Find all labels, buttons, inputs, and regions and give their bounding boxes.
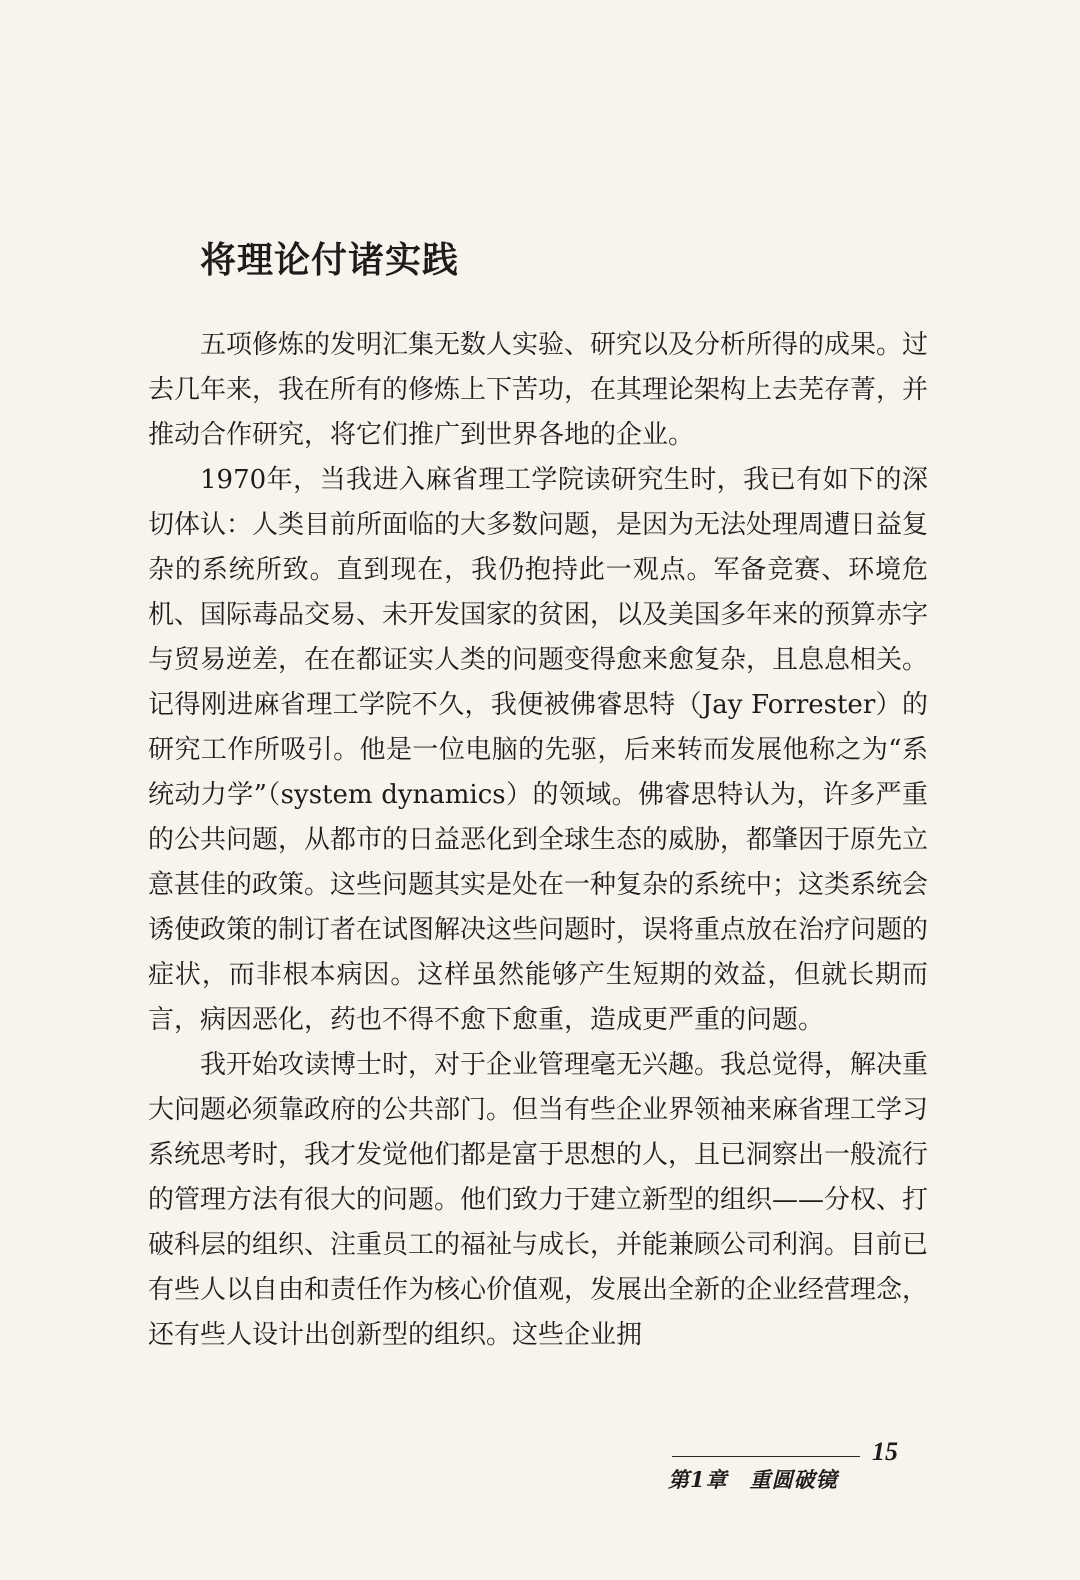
paragraph: 1970年，当我进入麻省理工学院读研究生时，我已有如下的深切体认：人类目前所面临的大多数问题，是因为无法处理周遭日益复杂的系统所致。直到现在，我仍抱持此一观点。军备竞赛、环境危机、国际毒品交易、未开发国家的贫困，以及美国多年来的预算赤字与贸易逆差，在在都证实人类的问题变得愈来愈复杂，且息息相关。记得刚进麻省理工学院不久，我便被佛睿思特（Jay Forrester）的研究工作所吸引。他是一位电脑的先驱，后来转而发展他称之为“系统动力学”（system dynamics）的领域。佛睿思特认为，许多严重的公共问题，从都市的日益恶化到全球生态的威胁，都肇因于原先立意甚佳的政策。这些问题其实是处在一种复杂的系统中；这类系统会诱使政策的制订者在试图解决这些问题时，误将重点放在治疗问题的症状，而非根本病因。这样虽然能够产生短期的效益，但就长期而言，病因恶化，药也不得不愈下愈重，造成更严重的问题。 (148, 465, 929, 1035)
page-number: 15 (872, 1437, 898, 1466)
paragraph: 五项修炼的发明汇集无数人实验、研究以及分析所得的成果。过去几年来，我在所有的修炼上下苦功，在其理论架构上去芜存菁，并推动合作研究，将它们推广到世界各地的企业。 (148, 330, 929, 450)
body-text (148, 323, 928, 1358)
footer-rule (672, 1456, 860, 1457)
running-footer-chapter: 第1章 重圆破镜 (668, 1467, 838, 1492)
section-title: 将理论付诸实践 (200, 239, 460, 281)
paragraph: 我开始攻读博士时，对于企业管理毫无兴趣。我总觉得，解决重大问题必须靠政府的公共部门。但当有些企业界领袖来麻省理工学习系统思考时，我才发觉他们都是富于思想的人，且已洞察出一般流行的管理方法有很大的问题。他们致力于建立新型的组织——分权、打破科层的组织、注重员工的福祉与成长，并能兼顾公司利润。目前已有些人以自由和责任作为核心价值观，发展出全新的企业经营理念，还有些人设计出创新型的组织。这些企业拥 (148, 1050, 929, 1350)
